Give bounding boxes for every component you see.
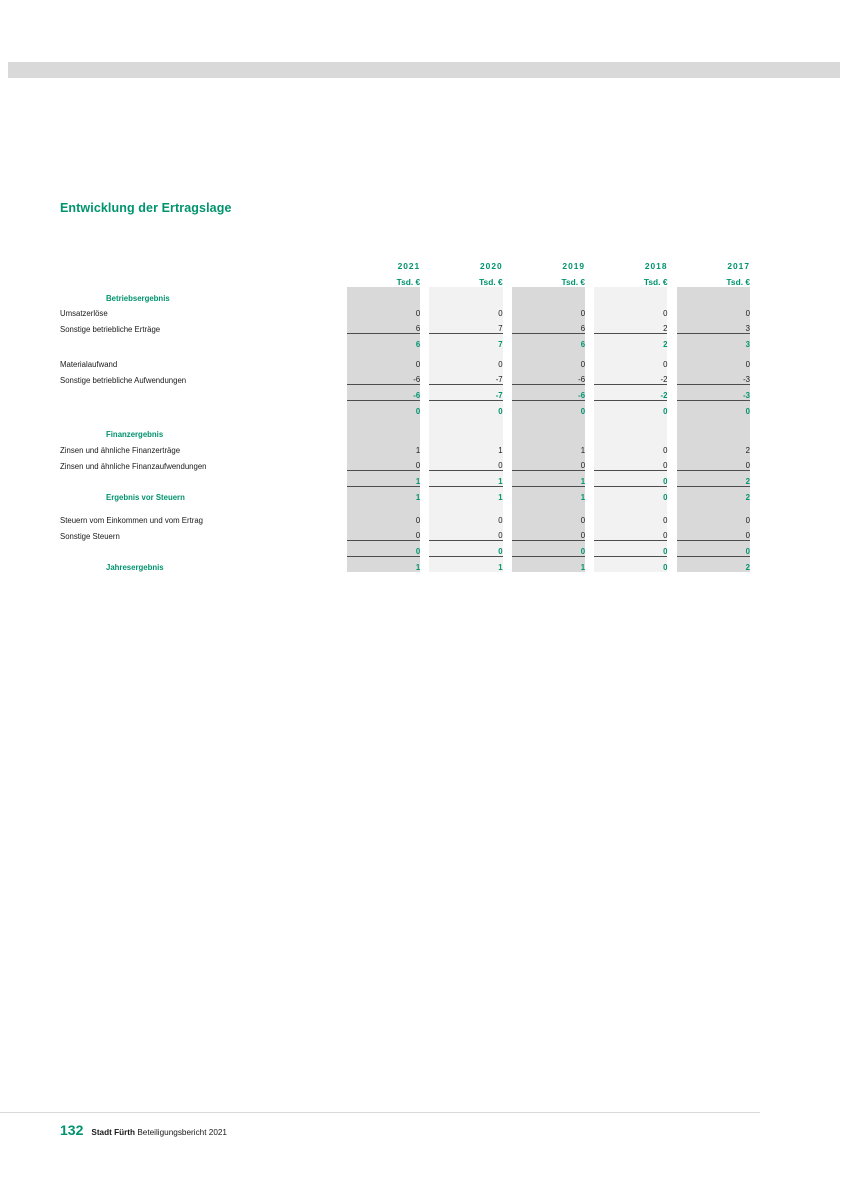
cell-value: 7: [429, 318, 502, 334]
column-gap: [667, 557, 676, 573]
cell-value: 2: [594, 334, 667, 350]
cell-value: 0: [594, 486, 667, 502]
column-gap: [503, 510, 512, 526]
column-gap: [420, 455, 429, 471]
cell-value: 1: [429, 471, 502, 487]
column-gap: [667, 334, 676, 350]
column-gap: [420, 303, 429, 319]
cell-value: 3: [677, 334, 750, 350]
cell-value: 0: [512, 455, 585, 471]
column-gap: [667, 525, 676, 541]
cell-value: [677, 287, 750, 303]
table-row: [60, 353, 750, 369]
page-title: Entwicklung der Ertragslage: [60, 201, 232, 215]
cell-value: -7: [429, 369, 502, 385]
row-label: Jahresergebnis: [106, 563, 164, 573]
table-row: [60, 385, 750, 401]
cell-value: -6: [347, 385, 420, 401]
column-gap: [667, 287, 676, 303]
gap: [585, 255, 594, 271]
cell-value: 0: [429, 400, 502, 416]
column-gap: [585, 471, 594, 487]
page-number: 132: [60, 1122, 84, 1138]
cell-value: 0: [594, 510, 667, 526]
gap: [667, 255, 676, 271]
row-label: Betriebsergebnis: [106, 293, 170, 303]
table-row: [60, 439, 750, 455]
column-gap: [503, 385, 512, 401]
column-header-year-1: 2020: [480, 261, 503, 271]
cell-value: -7: [429, 385, 502, 401]
cell-value: -2: [594, 369, 667, 385]
column-header-unit-1: Tsd. €: [479, 277, 503, 287]
cell-value: 2: [677, 486, 750, 502]
row-label: Umsatzerlöse: [60, 309, 108, 319]
column-header-year-3: 2018: [644, 261, 668, 271]
column-header-year-2: 2019: [562, 261, 586, 271]
cell-value: 0: [429, 353, 502, 369]
column-gap: [667, 510, 676, 526]
row-label: Materialaufwand: [60, 359, 118, 369]
row-label: [60, 385, 347, 401]
cell-value: 2: [677, 557, 750, 573]
row-label: [60, 471, 347, 487]
column-gap: [420, 318, 429, 334]
cell-value: 0: [429, 510, 502, 526]
column-header-unit-3: Tsd. €: [643, 277, 668, 287]
column-gap: [585, 486, 594, 502]
cell-value: 0: [512, 525, 585, 541]
cell-value: 0: [677, 400, 750, 416]
cell-value: 6: [347, 318, 420, 334]
cell-value: 0: [429, 541, 502, 557]
cell-value: 0: [512, 541, 585, 557]
column-gap: [503, 287, 512, 303]
cell-value: 0: [677, 541, 750, 557]
column-gap: [585, 455, 594, 471]
column-gap: [420, 525, 429, 541]
column-gap: [503, 471, 512, 487]
footer-org: Stadt Fürth: [91, 1128, 136, 1137]
cell-value: 6: [512, 334, 585, 350]
column-gap: [667, 400, 676, 416]
header-band: [0, 62, 848, 78]
gap: [585, 271, 594, 287]
column-gap: [585, 557, 594, 573]
column-gap: [667, 369, 676, 385]
cell-value: -3: [677, 369, 750, 385]
column-gap: [585, 510, 594, 526]
header-row-units: [60, 271, 750, 287]
column-gap: [585, 525, 594, 541]
cell-value: 0: [677, 525, 750, 541]
row-label: [60, 334, 347, 350]
cell-value: [594, 287, 667, 303]
table-row: [60, 303, 750, 319]
column-gap: [420, 486, 429, 502]
column-header-unit-4: Tsd. €: [726, 277, 750, 287]
column-gap: [420, 334, 429, 350]
column-gap: [420, 424, 429, 440]
column-gap: [667, 385, 676, 401]
column-gap: [420, 400, 429, 416]
cell-value: 0: [429, 303, 502, 319]
cell-value: -3: [677, 385, 750, 401]
cell-value: 0: [347, 353, 420, 369]
table-row: [60, 510, 750, 526]
row-label: Zinsen und ähnliche Finanzaufwendungen: [60, 461, 207, 471]
table-spacer-row: [60, 502, 750, 510]
cell-value: [594, 424, 667, 440]
header-band-right-notch: [840, 62, 848, 78]
cell-value: [347, 287, 420, 303]
cell-value: 1: [347, 557, 420, 573]
gap: [503, 271, 512, 287]
cell-value: 2: [677, 471, 750, 487]
table-row: [60, 486, 750, 502]
cell-value: 0: [594, 557, 667, 573]
cell-value: 0: [594, 400, 667, 416]
cell-value: 0: [594, 353, 667, 369]
cell-value: 0: [512, 510, 585, 526]
column-gap: [503, 486, 512, 502]
row-label: [60, 541, 347, 557]
column-gap: [667, 439, 676, 455]
column-gap: [503, 557, 512, 573]
table-row: [60, 471, 750, 487]
cell-value: 0: [594, 525, 667, 541]
table-row: [60, 541, 750, 557]
cell-value: 1: [347, 486, 420, 502]
table-row: [60, 424, 750, 440]
table-row: [60, 287, 750, 303]
column-gap: [667, 353, 676, 369]
column-gap: [420, 541, 429, 557]
column-gap: [585, 369, 594, 385]
column-gap: [585, 439, 594, 455]
column-gap: [585, 318, 594, 334]
cell-value: 7: [429, 334, 502, 350]
cell-value: [512, 287, 585, 303]
cell-value: 0: [677, 455, 750, 471]
column-gap: [503, 353, 512, 369]
cell-value: 1: [429, 557, 502, 573]
cell-value: 1: [512, 439, 585, 455]
table-row: [60, 318, 750, 334]
earnings-table-container: [60, 255, 760, 572]
column-gap: [420, 385, 429, 401]
cell-value: 0: [347, 525, 420, 541]
cell-value: 0: [512, 353, 585, 369]
gap: [667, 271, 676, 287]
footer-report: Beteiligungsbericht 2021: [137, 1128, 227, 1137]
cell-value: 1: [512, 471, 585, 487]
gap: [420, 255, 429, 271]
table-spacer-row: [60, 416, 750, 424]
column-gap: [667, 318, 676, 334]
column-gap: [585, 424, 594, 440]
column-gap: [667, 541, 676, 557]
cell-value: [429, 287, 502, 303]
table-body: [60, 287, 750, 572]
column-gap: [667, 486, 676, 502]
row-label: Ergebnis vor Steuern: [106, 492, 185, 502]
page-footer: [60, 1122, 227, 1138]
cell-value: -6: [512, 369, 585, 385]
cell-value: 0: [677, 510, 750, 526]
column-header-unit-2: Tsd. €: [561, 277, 586, 287]
column-gap: [503, 541, 512, 557]
column-gap: [585, 334, 594, 350]
table-row: [60, 455, 750, 471]
earnings-table: [60, 255, 750, 572]
cell-value: 3: [677, 318, 750, 334]
column-gap: [420, 439, 429, 455]
cell-value: 0: [677, 303, 750, 319]
cell-value: [677, 424, 750, 440]
table-head: [60, 255, 750, 287]
column-header-year-4: 2017: [727, 261, 750, 271]
header-row-years: [60, 255, 750, 271]
cell-value: -6: [347, 369, 420, 385]
cell-value: 0: [512, 400, 585, 416]
cell-value: 2: [677, 439, 750, 455]
cell-value: 0: [347, 400, 420, 416]
row-label: Sonstige betriebliche Aufwendungen: [60, 375, 187, 385]
column-gap: [503, 424, 512, 440]
table-row: [60, 557, 750, 573]
row-label: Sonstige betriebliche Erträge: [60, 324, 161, 334]
column-gap: [503, 525, 512, 541]
column-gap: [503, 303, 512, 319]
cell-value: 0: [429, 525, 502, 541]
column-gap: [503, 369, 512, 385]
cell-value: 1: [429, 439, 502, 455]
column-gap: [585, 353, 594, 369]
column-gap: [585, 303, 594, 319]
cell-value: 0: [347, 510, 420, 526]
cell-value: [429, 424, 502, 440]
column-gap: [585, 385, 594, 401]
column-gap: [420, 557, 429, 573]
header-band-left-notch: [0, 62, 8, 78]
cell-value: 6: [347, 334, 420, 350]
row-label: Zinsen und ähnliche Finanzerträge: [60, 445, 181, 455]
column-gap: [503, 318, 512, 334]
row-label: Finanzergebnis: [106, 430, 164, 440]
gap: [503, 255, 512, 271]
cell-value: 1: [512, 557, 585, 573]
column-gap: [503, 400, 512, 416]
column-gap: [420, 287, 429, 303]
column-gap: [667, 471, 676, 487]
column-gap: [420, 471, 429, 487]
cell-value: [512, 424, 585, 440]
cell-value: 0: [594, 471, 667, 487]
column-gap: [503, 439, 512, 455]
column-gap: [420, 510, 429, 526]
column-gap: [503, 334, 512, 350]
cell-value: 6: [512, 318, 585, 334]
footer-divider: [0, 1112, 760, 1113]
cell-value: 0: [512, 303, 585, 319]
cell-value: 1: [512, 486, 585, 502]
cell-value: 0: [594, 439, 667, 455]
cell-value: 1: [429, 486, 502, 502]
cell-value: 0: [594, 303, 667, 319]
row-label: Sonstige Steuern: [60, 531, 120, 541]
cell-value: 0: [429, 455, 502, 471]
footer-caption: [91, 1128, 227, 1137]
gap: [420, 271, 429, 287]
column-gap: [585, 400, 594, 416]
table-row: [60, 369, 750, 385]
column-gap: [667, 303, 676, 319]
column-header-unit-0: Tsd. €: [396, 277, 421, 287]
column-gap: [667, 455, 676, 471]
cell-value: 2: [594, 318, 667, 334]
cell-value: 0: [594, 541, 667, 557]
cell-value: -6: [512, 385, 585, 401]
row-label: Steuern vom Einkommen und vom Ertrag: [60, 516, 204, 526]
table-row: [60, 334, 750, 350]
column-gap: [585, 541, 594, 557]
column-gap: [420, 369, 429, 385]
column-gap: [503, 455, 512, 471]
cell-value: 0: [347, 541, 420, 557]
header-spacer: [60, 271, 347, 287]
table-row: [60, 525, 750, 541]
cell-value: 1: [347, 439, 420, 455]
cell-value: -2: [594, 385, 667, 401]
column-gap: [420, 353, 429, 369]
table-row: [60, 400, 750, 416]
cell-value: 0: [594, 455, 667, 471]
cell-value: [347, 424, 420, 440]
column-gap: [667, 424, 676, 440]
cell-value: 0: [677, 353, 750, 369]
column-gap: [585, 287, 594, 303]
cell-value: 1: [347, 471, 420, 487]
header-spacer: [60, 255, 347, 271]
column-header-year-0: 2021: [397, 261, 421, 271]
cell-value: 0: [347, 303, 420, 319]
row-label: [60, 400, 347, 416]
cell-value: 0: [347, 455, 420, 471]
